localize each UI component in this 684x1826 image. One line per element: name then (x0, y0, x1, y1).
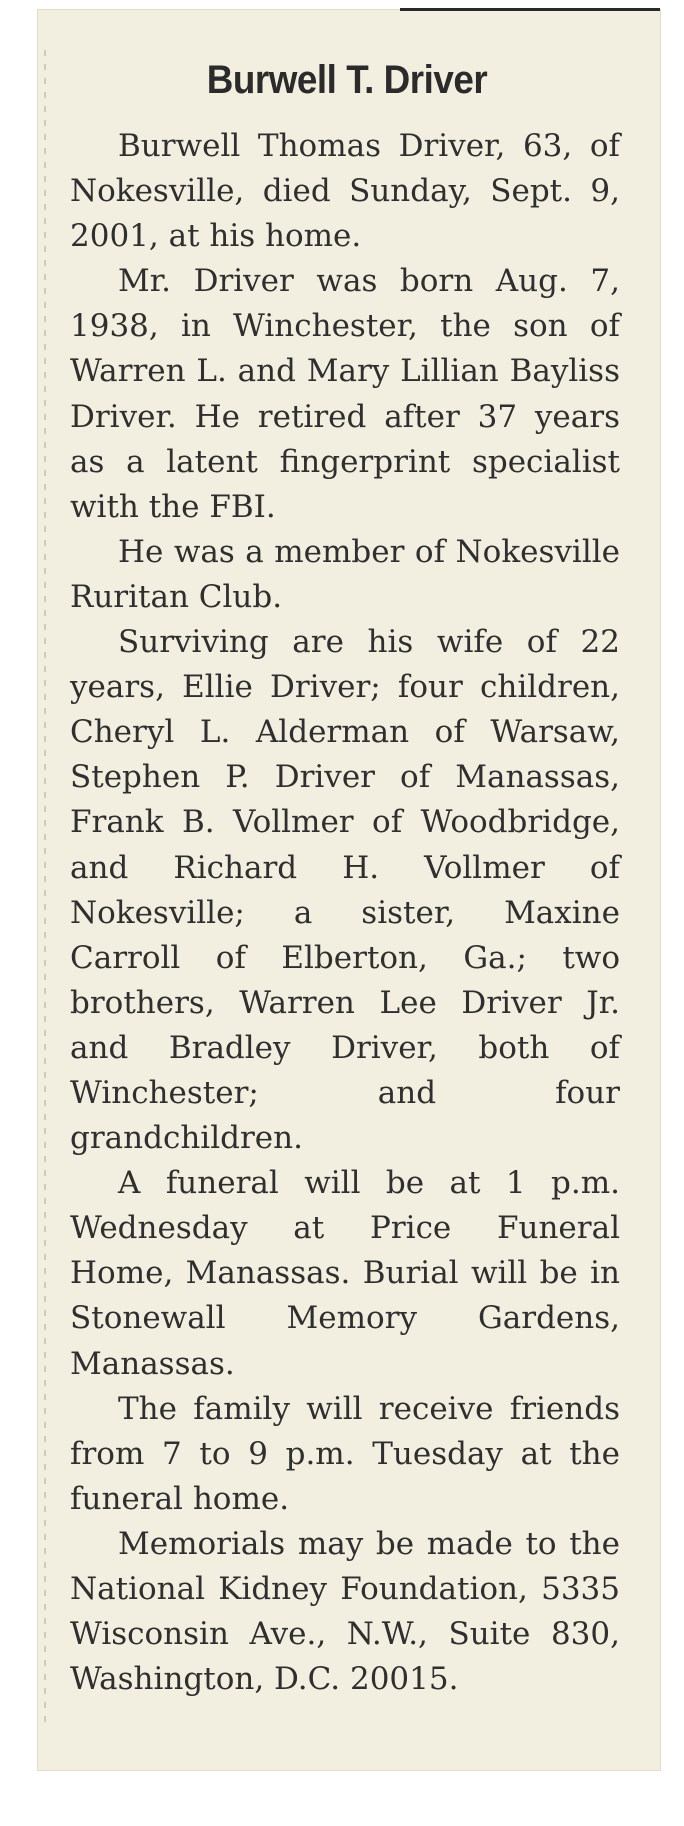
paragraph-biography: Mr. Driver was born Aug. 7, 1938, in Winchester, the son of Warren L. and Mary Lillian Bayliss Driver. He retired after 37 years as a latent fingerprint specialist with the FBI. (70, 263, 620, 525)
obituary-headline: Burwell T. Driver (206, 58, 488, 102)
paragraph-memorials: Memorials may be made to the National Kidney Foundation, 5335 Wisconsin Ave., N.W., Suite 830, Washington, D.C. 20015. (70, 1525, 620, 1698)
fold-crease (44, 50, 46, 1730)
column-rule (400, 8, 660, 11)
obituary-body (70, 124, 620, 1702)
paragraph-visitation: The family will receive friends from 7 to 9 p.m. Tuesday at the funeral home. (70, 1390, 620, 1517)
paragraph-death-notice: Burwell Thomas Driver, 63, of Nokesville, died Sunday, Sept. 9, 2001, at his home. (70, 128, 620, 255)
paragraph-funeral: A funeral will be at 1 p.m. Wednesday at Price Funeral Home, Manassas. Burial will be in Stonewall Memory Gardens, Manassas. (70, 1165, 620, 1382)
paragraph-survivors: Surviving are his wife of 22 years, Ellie Driver; four children, Cheryl L. Alderman of Warsaw, Stephen P. Driver of Manassas, Frank B. Vollmer of Woodbridge, and Richard H. Vollmer of Nokesville; a sister, Maxine Carroll of Elberton, Ga.; two brothers, Warren Lee Driver Jr. and Bradley Driver, both of Winchester; and four grandchildren. (70, 624, 620, 1157)
paragraph-membership: He was a member of Nokesville Ruritan Club. (70, 533, 620, 615)
